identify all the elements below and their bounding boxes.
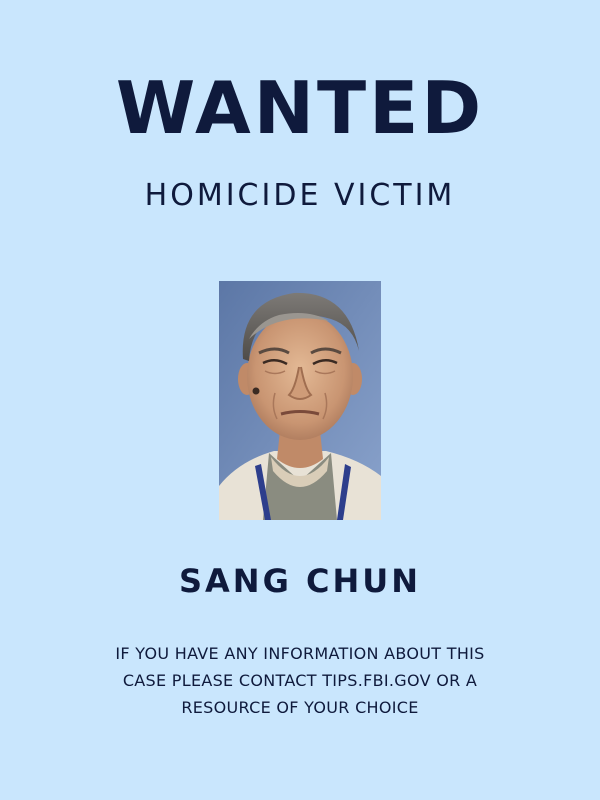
contact-instructions [60,640,540,721]
person-name: SANG CHUN [178,562,422,600]
info-line: RESOURCE OF YOUR CHOICE [181,698,419,717]
info-line: IF YOU HAVE ANY INFORMATION ABOUT THIS [115,644,485,663]
info-line: CASE PLEASE CONTACT TIPS.FBI.GOV OR A [122,671,478,690]
poster-subtitle: HOMICIDE VICTIM [144,178,456,213]
portrait-photo [219,281,381,520]
poster-title: WANTED [115,66,485,150]
